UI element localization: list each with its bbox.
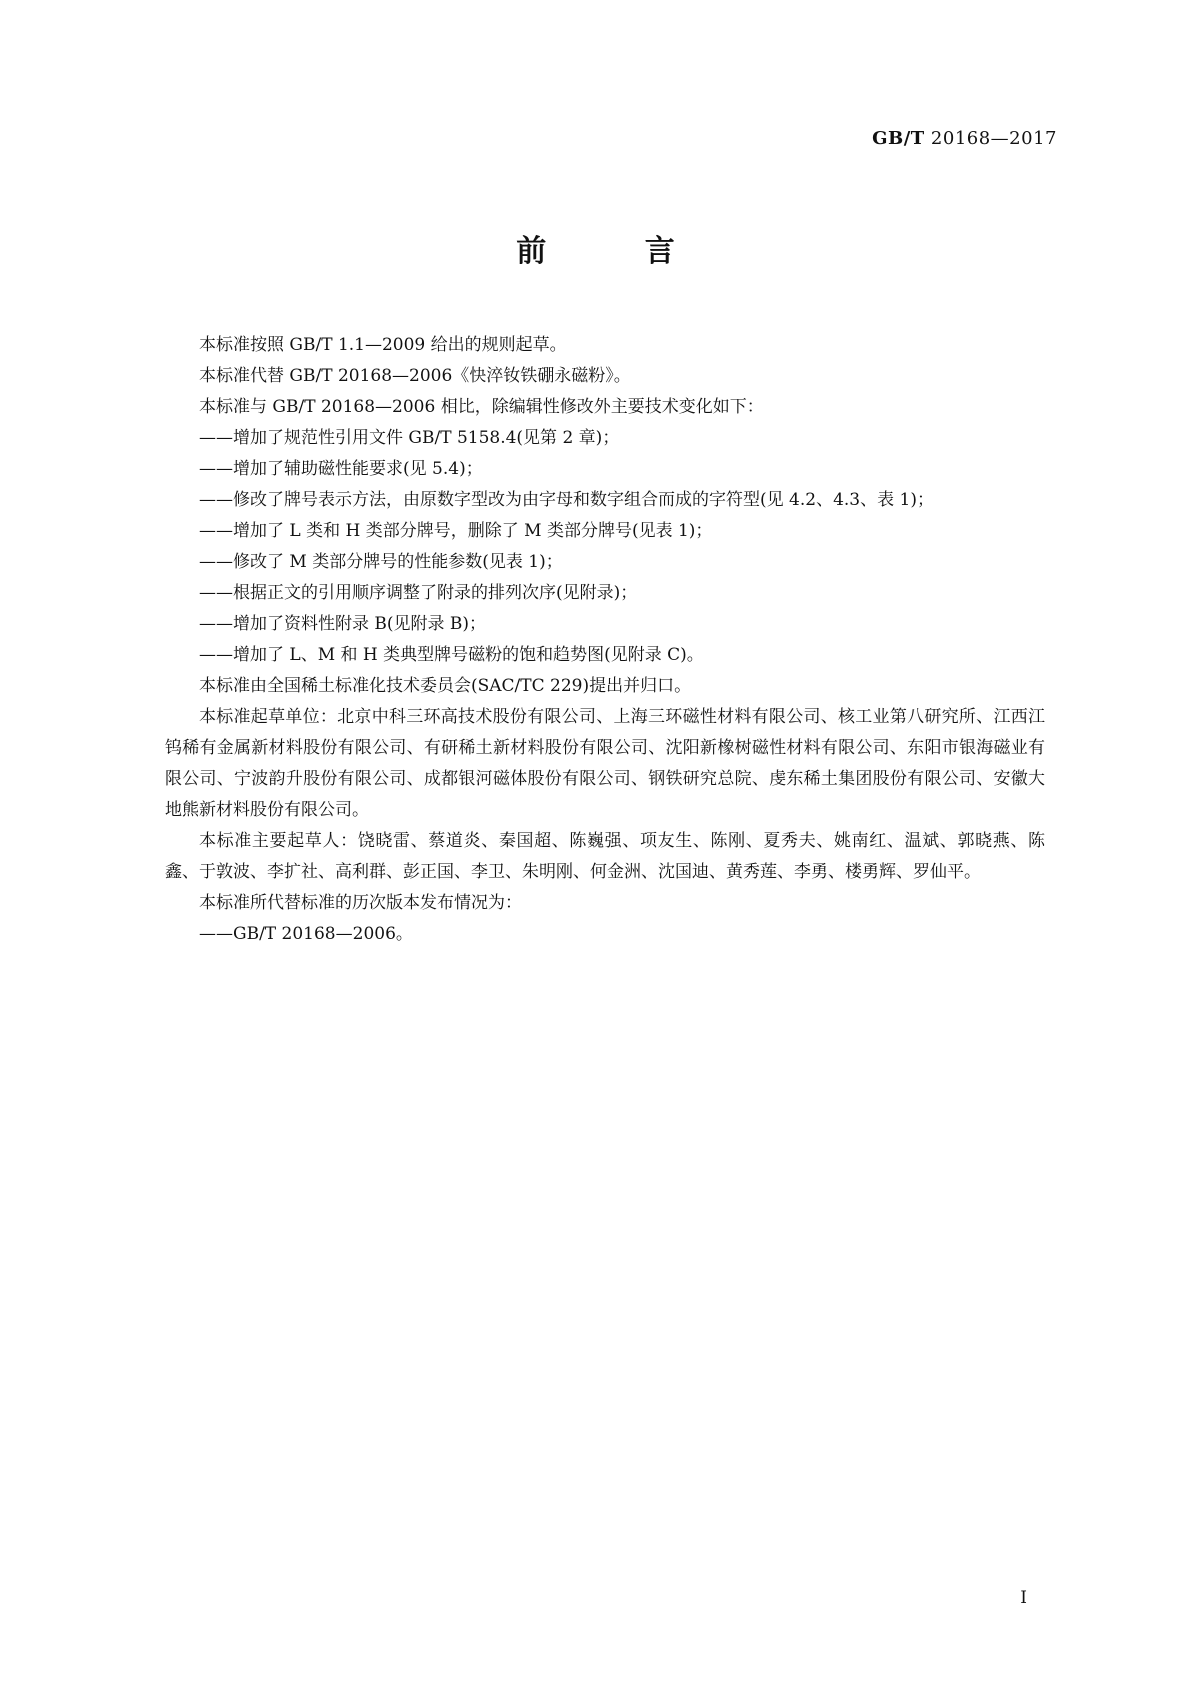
change-item: ——根据正文的引用顺序调整了附录的排列次序(见附录)； — [199, 583, 638, 603]
paragraph: 本标准代替 GB/T 20168—2006《快淬钕铁硼永磁粉》。 — [199, 366, 631, 386]
change-item: ——增加了 L、M 和 H 类典型牌号磁粉的饱和趋势图(见附录 C)。 — [199, 645, 704, 665]
standard-code — [872, 128, 1057, 149]
paragraph: 本标准按照 GB/T 1.1—2009 给出的规则起草。 — [199, 335, 567, 355]
change-item: ——增加了资料性附录 B(见附录 B)； — [199, 614, 487, 634]
history-item: ——GB/T 20168—2006。 — [199, 924, 413, 944]
page-title: 前 言 — [516, 234, 719, 269]
paragraph: 本标准起草单位：北京中科三环高技术股份有限公司、上海三环磁性材料有限公司、核工业第八研究所、江西江钨稀有金属新材料股份有限公司、有研稀土新材料股份有限公司、沈阳新橡树磁性材料有限公司、东阳市银海磁业有限公司、宁波韵升股份有限公司、成都银河磁体股份有限公司、钢铁研究总院、虔东稀土集团股份有限公司、安徽大地熊新材料股份有限公司。 — [165, 707, 1045, 820]
page-number: I — [1020, 1588, 1027, 1608]
change-item: ——增加了 L 类和 H 类部分牌号，删除了 M 类部分牌号(见表 1)； — [199, 521, 713, 541]
paragraph: 本标准所代替标准的历次版本发布情况为： — [199, 893, 522, 913]
standard-prefix: GB/T — [872, 128, 925, 149]
change-item: ——增加了规范性引用文件 GB/T 5158.4(见第 2 章)； — [199, 428, 620, 448]
change-item: ——修改了牌号表示方法，由原数字型改为由字母和数字组合而成的字符型(见 4.2、4.3、表 1)； — [199, 490, 934, 510]
paragraph: 本标准主要起草人：饶晓雷、蔡道炎、秦国超、陈巍强、项友生、陈刚、夏秀夫、姚南红、温斌、郭晓燕、陈鑫、于敦波、李扩社、高利群、彭正国、李卫、朱明刚、何金洲、沈国迪、黄秀莲、李勇、楼勇辉、罗仙平。 — [165, 831, 1045, 882]
change-item: ——修改了 M 类部分牌号的性能参数(见表 1)； — [199, 552, 563, 572]
standard-number: 20168—2017 — [930, 128, 1057, 149]
paragraph: 本标准与 GB/T 20168—2006 相比，除编辑性修改外主要技术变化如下： — [199, 397, 764, 417]
change-item: ——增加了辅助磁性能要求(见 5.4)； — [199, 459, 483, 479]
paragraph: 本标准由全国稀土标准化技术委员会(SAC/TC 229)提出并归口。 — [199, 676, 692, 696]
foreword-body — [165, 330, 1045, 950]
